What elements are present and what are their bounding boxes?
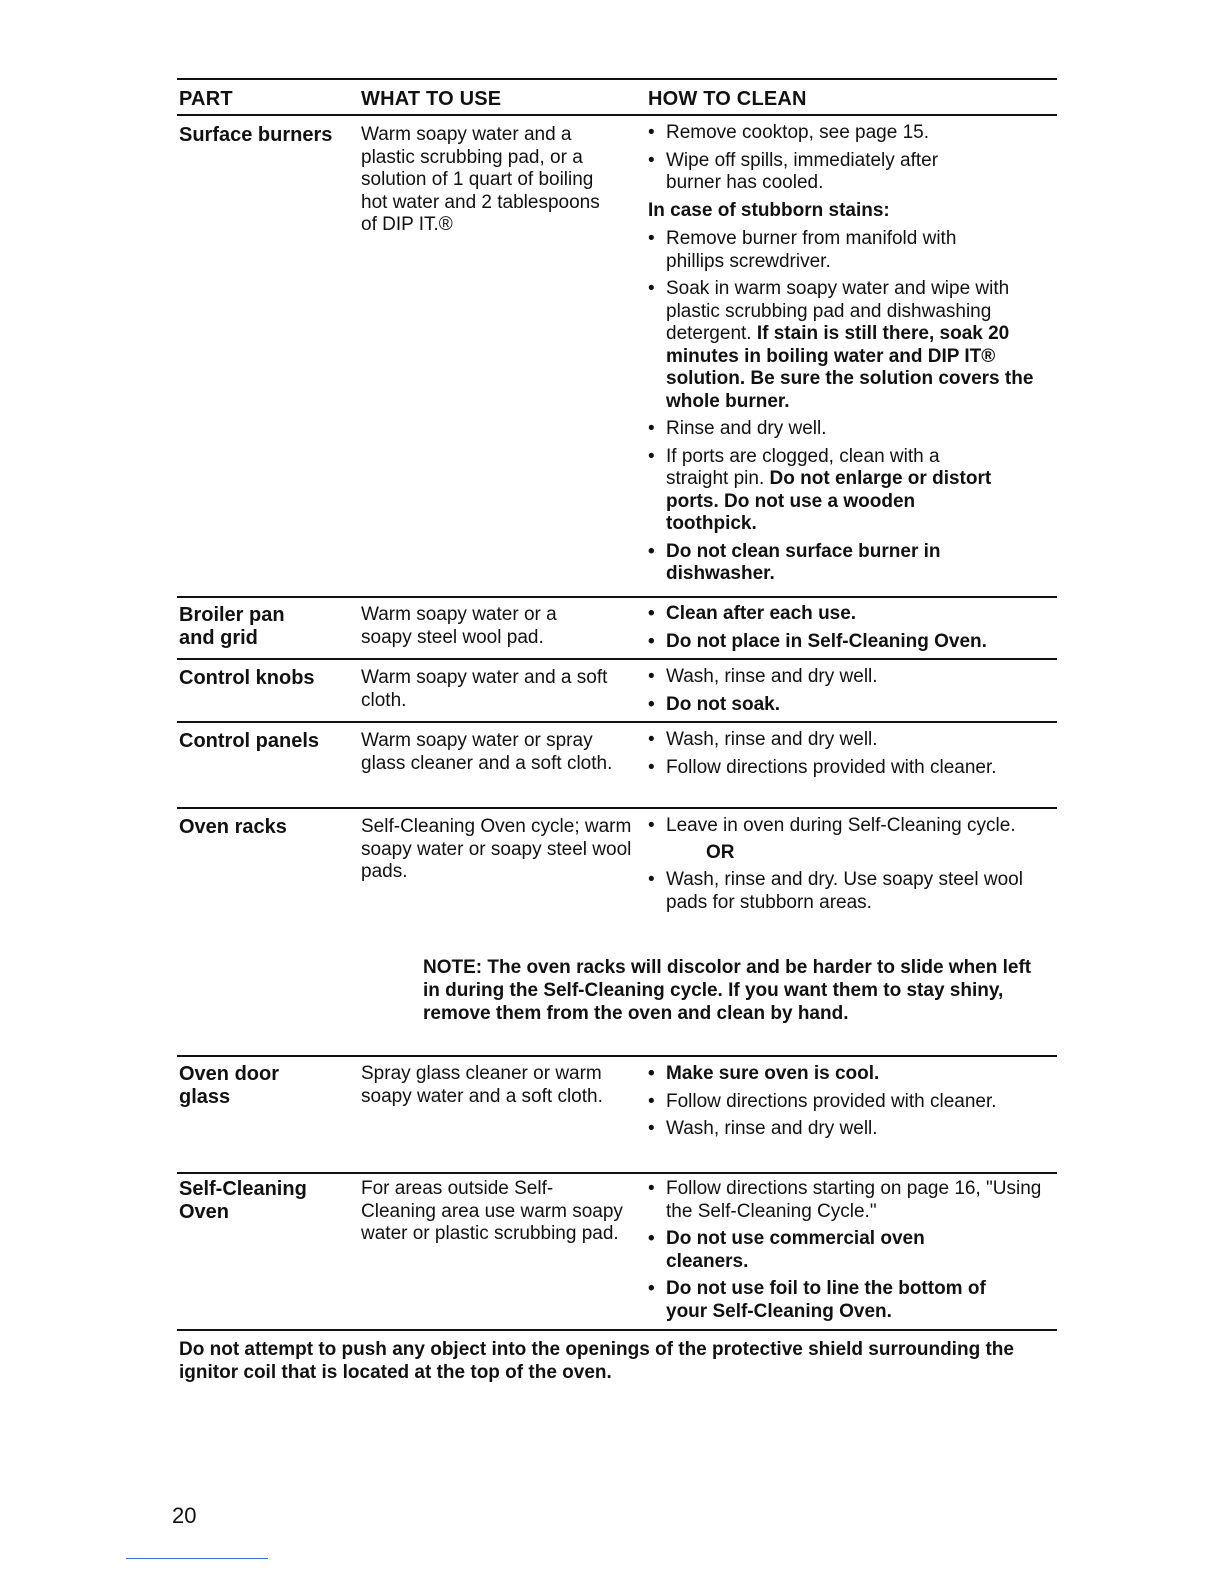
clean-control-knobs	[648, 666, 1053, 721]
use-surface-burners: Warm soapy water and a plastic scrubbing pad, or a solution of 1 quart of boiling hot water and 2 tablespoons of DIP IT.®	[361, 124, 600, 235]
list-item: • Follow directions provided with cleaner.	[648, 757, 1006, 780]
list-item: • Wash, rinse and dry well.	[648, 666, 1053, 689]
ports-warning: Do not enlarge or distort ports. Do not use a wooden toothpick.	[666, 468, 992, 534]
table-top-rule	[177, 78, 1057, 80]
stubborn-stains-heading: In case of stubborn stains:	[648, 199, 890, 221]
list-item: • Wash, rinse and dry. Use soapy steel wool pads for stubborn areas.	[648, 869, 1046, 914]
list-item: • Remove cooktop, see page 15.	[648, 122, 1053, 145]
scan-edge-line	[126, 1558, 268, 1559]
clean-broiler-pan	[648, 603, 1053, 658]
list-item: • Wash, rinse and dry well.	[648, 729, 1053, 752]
list-item: • Do not use commercial oven cleaners.	[648, 1228, 976, 1273]
part-surface-burners: Surface burners	[179, 124, 333, 146]
list-item: • Rinse and dry well.	[648, 418, 1053, 441]
part-control-knobs: Control knobs	[179, 667, 315, 689]
use-oven-door-glass: Spray glass cleaner or warm soapy water and a soft cloth.	[361, 1063, 603, 1107]
ports-text: If ports are clogged, clean with a straight pin.	[666, 445, 940, 489]
row-rule	[177, 596, 1057, 598]
list-item: • Follow directions starting on page 16, "Using the Self-Cleaning Cycle."	[648, 1178, 1053, 1223]
page-number: 20	[172, 1503, 197, 1528]
list-item: • Clean after each use.	[648, 603, 1053, 626]
soak-text: Soak in warm soapy water and wipe with plastic scrubbing pad and dishwashing detergent.	[666, 278, 1010, 344]
row-rule	[177, 807, 1057, 809]
use-broiler-pan: Warm soapy water or a soapy steel wool pad.	[361, 604, 557, 648]
soak-warning: If stain is still there, soak 20 minutes in boiling water and DIP IT® solution. Be sure the solution covers the whole burner.	[666, 323, 1034, 412]
list-item: • Do not soak.	[648, 694, 1053, 717]
list-item: • Follow directions provided with cleaner.	[648, 1091, 1006, 1114]
oven-racks-note: NOTE: The oven racks will discolor and be harder to slide when left in during the Self-Cleaning cycle. If you want them to stay shiny, remove them from the oven and clean by hand.	[423, 957, 1032, 1024]
part-self-cleaning-oven: Self-Cleaning Oven	[179, 1178, 307, 1223]
or-label: OR	[706, 841, 735, 863]
clean-surface-burners	[648, 122, 1053, 591]
list-item: • Make sure oven is cool.	[648, 1063, 1053, 1086]
part-broiler-pan: Broiler pan and grid	[179, 604, 285, 649]
list-item: • Remove burner from manifold with phillips screwdriver.	[648, 228, 966, 273]
row-rule	[177, 1055, 1057, 1057]
header-how-to-clean: HOW TO CLEAN	[648, 88, 807, 110]
use-self-cleaning-oven: For areas outside Self-Cleaning area use warm soapy water or plastic scrubbing pad.	[361, 1178, 623, 1244]
list-item	[648, 278, 1038, 413]
list-item: • Do not use foil to line the bottom of your Self-Cleaning Oven.	[648, 1278, 1006, 1323]
use-control-panels: Warm soapy water or spray glass cleaner and a soft cloth.	[361, 730, 613, 774]
part-control-panels: Control panels	[179, 730, 320, 752]
clean-control-panels	[648, 729, 1053, 784]
list-item	[648, 446, 996, 536]
row-rule	[177, 1172, 1057, 1174]
list-item: • Do not place in Self-Cleaning Oven.	[648, 631, 1053, 654]
list-item: • Wipe off spills, immediately after burner has cooled.	[648, 150, 986, 195]
row-rule	[177, 721, 1057, 723]
list-item: • Leave in oven during Self-Cleaning cycle.	[648, 815, 1026, 838]
use-control-knobs: Warm soapy water and a soft cloth.	[361, 667, 608, 711]
table-bottom-rule	[177, 1329, 1057, 1331]
clean-self-cleaning-oven	[648, 1178, 1053, 1328]
part-oven-racks: Oven racks	[179, 816, 287, 838]
list-item: • Wash, rinse and dry well.	[648, 1118, 1053, 1141]
use-oven-racks: Self-Cleaning Oven cycle; warm soapy water or soapy steel wool pads.	[361, 816, 632, 882]
header-what-to-use: WHAT TO USE	[361, 88, 502, 110]
row-rule	[177, 658, 1057, 660]
ignitor-warning: Do not attempt to push any object into the openings of the protective shield surrounding the ignitor coil that is located at the top of the oven.	[179, 1339, 1014, 1383]
list-item: • Do not clean surface burner in dishwasher.	[648, 541, 986, 586]
header-rule	[177, 114, 1057, 116]
clean-oven-door-glass	[648, 1063, 1053, 1146]
clean-oven-racks	[648, 815, 1053, 919]
header-part: PART	[179, 88, 233, 110]
part-oven-door-glass: Oven door glass	[179, 1063, 280, 1108]
